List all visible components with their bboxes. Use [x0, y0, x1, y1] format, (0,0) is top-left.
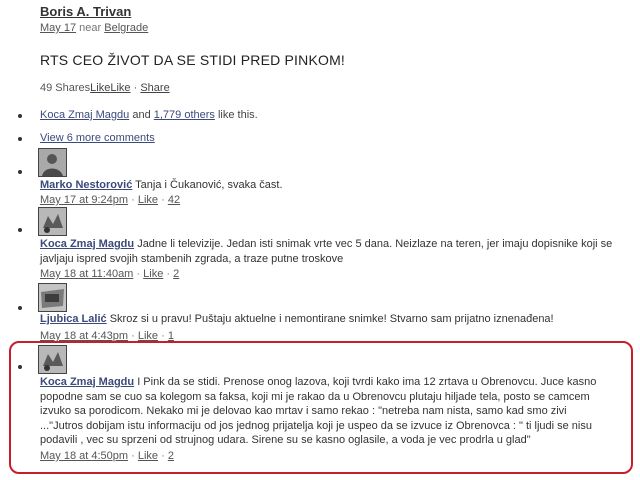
bullet: [18, 170, 22, 174]
like-link-2[interactable]: Like: [110, 82, 131, 94]
comment-time-link[interactable]: May 18 at 11:40am: [40, 268, 134, 280]
comment-text: I Pink da se stidi. Prenose onog lazova, koji tvrdi kako ima 12 zrtava u Obrenovcu. Juce kasno popodne sam se cuo sa kolegom sa faksa, koji mi je rakao da u Obrenovcu plutaju hiljade tela, posto se camcem izvuko sa porodicom. Nekako mi je delovao kao mrtav i samo rekao : "netreba nam nista, samo kad smo zivi ..."Jutros dobijam istu informaciju od jos jednog prijatelja koji je uspeo da se izvuce iz Obrenovca : " ti ljudi se nisu podavili , vec su sprzeni od strujnog udara. Sirene su se kasno oglasile, a voda je vec prodrla u glad": [40, 376, 597, 446]
bullet: [18, 114, 22, 118]
comment-author-link[interactable]: Marko Nestorović: [40, 179, 133, 191]
separator: ·: [161, 450, 165, 462]
likes-summary: [40, 109, 258, 121]
comment-text: Skroz si u pravu! Puštaju aktuelne i nemontirane snimke! Stvarno sam prijatno iznenađena!: [109, 313, 554, 325]
first-liker-link[interactable]: Koca Zmaj Magdu: [40, 109, 130, 121]
others-likes-link[interactable]: 1,779 others: [153, 109, 215, 121]
shares-count[interactable]: 49 Shares: [40, 82, 91, 94]
comment-text: Jadne li televizije. Jedan isti snimak vrte vec 5 dana. Neizlaze na teren, jer imaju dopisnike koji se javljaju ispred svojih stambenih zgrada, a traze putne troskove: [40, 238, 613, 265]
comment-like-count[interactable]: 1: [167, 330, 174, 342]
comment-author-link[interactable]: Ljubica Lalić: [40, 313, 107, 325]
avatar-photo-icon: [39, 346, 66, 373]
comment-like-count[interactable]: 2: [167, 450, 174, 462]
post-meta: [40, 22, 148, 34]
bullet: [18, 306, 22, 310]
comment-time-link[interactable]: May 17 at 9:24pm: [40, 194, 129, 206]
separator: ·: [161, 194, 165, 206]
avatar[interactable]: [38, 283, 67, 312]
separator: ·: [133, 82, 138, 94]
avatar[interactable]: [38, 148, 67, 177]
post-actions: [40, 82, 170, 94]
comment: [40, 375, 610, 448]
post-date-link[interactable]: May 17: [40, 22, 77, 34]
post-text: RTS CEO ŽIVOT DA SE STIDI PRED PINKOM!: [40, 52, 346, 68]
bullet: [18, 228, 22, 232]
comment: [40, 237, 620, 266]
avatar-photo-icon: [39, 284, 66, 311]
bullet: [18, 365, 22, 369]
comment-like-count[interactable]: 42: [167, 194, 181, 206]
avatar-photo-icon: [39, 149, 66, 176]
separator: ·: [136, 268, 141, 280]
comment-like-link[interactable]: Like: [137, 330, 159, 342]
like-link-1[interactable]: Like: [90, 82, 111, 94]
post-near-text: near: [79, 22, 102, 34]
likes-suffix: like this.: [217, 109, 258, 121]
comment-like-link[interactable]: Like: [137, 450, 159, 462]
comment-text: Tanja i Čukanović, svaka čast.: [135, 179, 283, 191]
view-more-comments-link[interactable]: View 6 more comments: [40, 132, 155, 144]
comment-meta: [40, 268, 179, 280]
comment-like-link[interactable]: Like: [137, 194, 159, 206]
avatar[interactable]: [38, 207, 67, 236]
comment-author-link[interactable]: Koca Zmaj Magdu: [40, 238, 135, 250]
post-location-link[interactable]: Belgrade: [104, 22, 149, 34]
comment-time-link[interactable]: May 18 at 4:50pm: [40, 450, 129, 462]
comment-like-count[interactable]: 2: [173, 268, 180, 280]
avatar-photo-icon: [39, 208, 66, 235]
separator: ·: [131, 330, 135, 342]
separator: ·: [131, 450, 135, 462]
comment-author-link[interactable]: Koca Zmaj Magdu: [40, 376, 135, 388]
separator: ·: [166, 268, 171, 280]
comment: [40, 178, 600, 193]
avatar[interactable]: [38, 345, 67, 374]
separator: ·: [161, 330, 165, 342]
comment-like-link[interactable]: Like: [143, 268, 164, 280]
separator: ·: [131, 194, 135, 206]
bullet: [18, 137, 22, 141]
share-link[interactable]: Share: [140, 82, 170, 94]
comment: [40, 312, 620, 327]
likes-and-text: and: [132, 109, 151, 121]
comment-time-link[interactable]: May 18 at 4:43pm: [40, 330, 129, 342]
comment-meta: [40, 450, 174, 462]
comment-meta: [40, 194, 180, 206]
post-author-name[interactable]: Boris A. Trivan: [40, 4, 132, 19]
